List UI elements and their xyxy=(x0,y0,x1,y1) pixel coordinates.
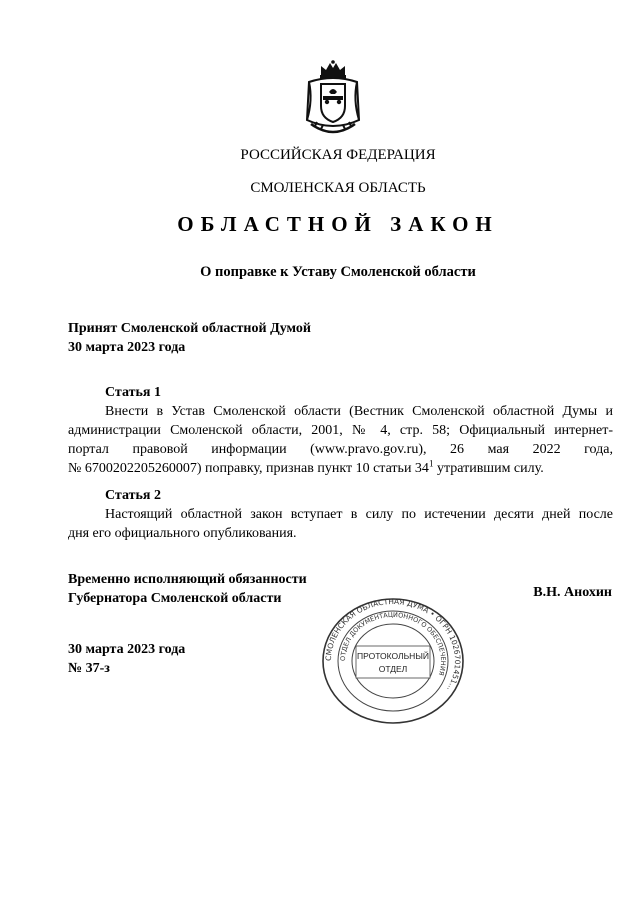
article-2-line-1: Настоящий областной закон вступает в силу по истечении десяти дней после xyxy=(105,507,613,522)
seal-center-line-1: ПРОТОКОЛЬНЫЙ xyxy=(357,651,429,661)
coat-of-arms-icon xyxy=(303,60,363,136)
law-number: № 37-з xyxy=(68,661,110,676)
seal-center-line-2: ОТДЕЛ xyxy=(378,664,408,674)
seal-outer-text: СМОЛЕНСКАЯ ОБЛАСТНАЯ ДУМА • ОГРН 1026701451... xyxy=(323,596,463,693)
footer-date: 30 марта 2023 года xyxy=(68,642,186,657)
article-1-line-2: администрации Смоленской области, 2001, № 4, стр. 58; Официальный интернет- xyxy=(68,423,613,438)
document-type-title: ОБЛАСТНОЙ ЗАКОН xyxy=(177,212,499,236)
article-1-line-3: портал правовой информации (www.pravo.gov.ru), 26 мая 2022 года, xyxy=(68,442,613,457)
article-1-line-4: № 6700202205260007) поправку, признав пункт 10 статьи $34^1$ утратившим силу. xyxy=(68,458,544,476)
country-heading: РОССИЙСКАЯ ФЕДЕРАЦИЯ xyxy=(240,147,436,163)
region-heading: СМОЛЕНСКАЯ ОБЛАСТЬ xyxy=(250,180,426,196)
article-1-line-1: Внести в Устав Смоленской области (Вестник Смоленской областной Думы и xyxy=(105,404,613,419)
article-2-line-2: дня его официального опубликования. xyxy=(68,526,297,541)
adoption-date: 30 марта 2023 года xyxy=(68,340,186,355)
article-1-title: Статья 1 xyxy=(105,385,161,400)
signatory-role-line-2: Губернатора Смоленской области xyxy=(68,591,282,606)
official-seal-stamp xyxy=(318,596,468,726)
signatory-name: В.Н. Анохин xyxy=(533,585,612,600)
article-1-text xyxy=(68,402,613,478)
law-subtitle: О поправке к Уставу Смоленской области xyxy=(200,264,476,280)
adoption-line-1: Принят Смоленской областной Думой xyxy=(68,321,311,336)
article-2-text xyxy=(68,505,613,543)
article-2-title: Статья 2 xyxy=(105,488,161,503)
seal-inner-text: ОТДЕЛ ДОКУМЕНТАЦИОННОГО ОБЕСПЕЧЕНИЯ xyxy=(338,610,448,677)
signatory-role-line-1: Временно исполняющий обязанности xyxy=(68,572,307,587)
